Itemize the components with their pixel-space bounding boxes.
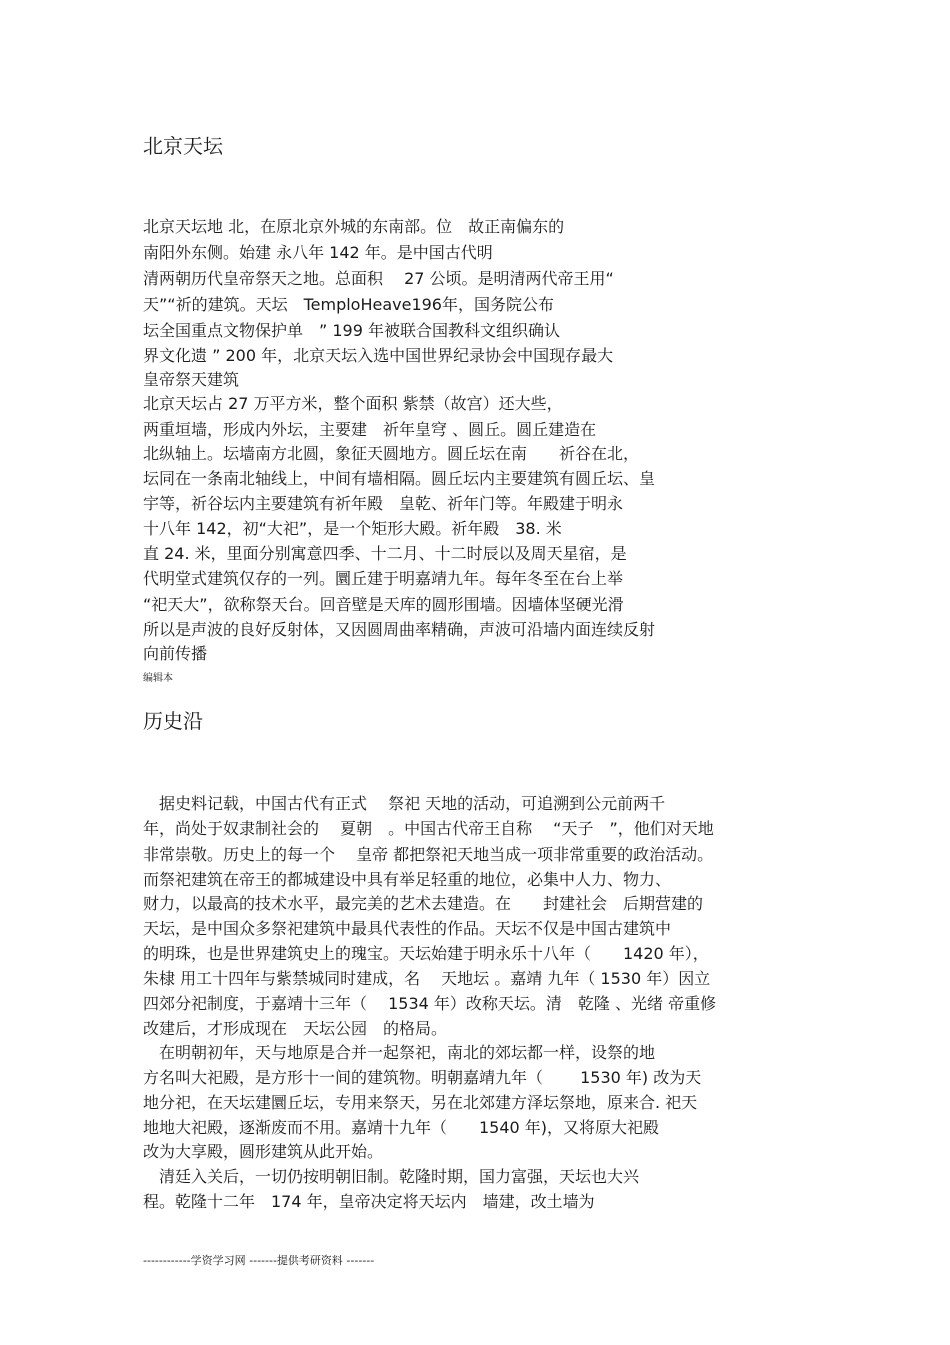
paragraph-line: 方名叫大祀殿，是方形十一间的建筑物。明朝嘉靖九年（ 1530 年) 改为天 (143, 1068, 702, 1087)
paragraph-line: 代明堂式建筑仅存的一列。圜丘建于明嘉靖九年。每年冬至在台上举 (143, 569, 624, 588)
paragraph-line: 坛同在一条南北轴线上，中间有墙相隔。圆丘坛内主要建筑有圆丘坛、皇 (143, 469, 656, 488)
paragraph-line: 程。乾隆十二年 174 年，皇帝决定将天坛内 墙建，改土墙为 (143, 1192, 595, 1211)
paragraph-line: “祀天大”，欲称祭天台。回音壁是天库的圆形围墙。因墙体坚硬光滑 (143, 595, 624, 614)
paragraph-line: 坛全国重点文物保护单 ” 199 年被联合国教科文组织确认 (143, 321, 561, 340)
paragraph-line: 地地大祀殿，逐渐废而不用。嘉靖十九年（ 1540 年)，又将原大祀殿 (143, 1118, 660, 1137)
edit-note: 编辑本 (143, 673, 173, 684)
paragraph-line: 清廷入关后，一切仍按明朝旧制。乾隆时期，国力富强，天坛也大兴 (143, 1167, 640, 1186)
paragraph-line: 所以是声波的良好反射体，又因圆周曲率精确，声波可沿墙内面连续反射 (143, 620, 656, 639)
paragraph-line: 改为大享殿，圆形建筑从此开始。 (143, 1142, 384, 1161)
paragraph-line: 宇等，祈谷坛内主要建筑有祈年殿 皇乾、祈年门等。年殿建于明永 (143, 494, 624, 513)
paragraph-line: 清两朝历代皇帝祭天之地。总面积 27 公顷。是明清两代帝王用“ (143, 269, 614, 288)
paragraph-line: 界文化遗 ” 200 年，北京天坛入选中国世界纪录协会中国现存最大 (143, 346, 614, 365)
paragraph-line: 天坛，是中国众多祭祀建筑中最具代表性的作品。天坛不仅是中国古建筑中 (143, 919, 672, 938)
paragraph-line: 而祭祀建筑在帝王的都城建设中具有举足轻重的地位，必集中人力、物力、 (143, 870, 672, 889)
paragraph-line: 北京天坛地 北，在原北京外城的东南部。位 故正南偏东的 (143, 217, 565, 236)
paragraph-line: 改建后，才形成现在 天坛公园 的格局。 (143, 1019, 448, 1038)
paragraph-line: 朱棣 用工十四年与紫禁城同时建成，名 天地坛 。嘉靖 九年（ 1530 年）因立 (143, 969, 711, 988)
section2-title: 历史沿 (143, 709, 203, 733)
paragraph-line: 直 24. 米，里面分别寓意四季、十二月、十二时辰以及周天星宿，是 (143, 544, 627, 563)
paragraph-line: 年，尚处于奴隶制社会的 夏朝 。中国古代帝王自称 “天子 ”，他们对天地 (143, 819, 714, 838)
paragraph-line: 据史料记载，中国古代有正式 祭祀 天地的活动，可追溯到公元前两千 (143, 794, 666, 813)
paragraph-line: 地分祀，在天坛建圜丘坛，专用来祭天，另在北郊建方泽坛祭地，原来合. 祀天 (143, 1093, 698, 1112)
paragraph-line: 两重垣墙，形成内外坛，主要建 祈年皇穹 、圆丘。圆丘建造在 (143, 420, 597, 439)
paragraph-line: 南阳外东侧。始建 永八年 142 年。是中国古代明 (143, 243, 493, 262)
page-footer: ------------学资学习网 -------提供考研资料 ------- (143, 1254, 375, 1267)
paragraph-line: 在明朝初年，天与地原是合并一起祭祀，南北的郊坛都一样，设祭的地 (143, 1043, 656, 1062)
paragraph-line: 财力，以最高的技术水平，最完美的艺术去建造。在 封建社会 后期营建的 (143, 894, 704, 913)
paragraph-line: 北京天坛占 27 万平方米，整个面积 紫禁（故宫）还大些， (143, 394, 563, 413)
paragraph-line: 四郊分祀制度，于嘉靖十三年（ 1534 年）改称天坛。清 乾隆 、光绪 帝重修 (143, 994, 717, 1013)
paragraph-line: 的明珠，也是世界建筑史上的瑰宝。天坛始建于明永乐十八年（ 1420 年）， (143, 944, 709, 963)
paragraph-line: 北纵轴上。坛墙南方北圆，象征天圆地方。圆丘坛在南 祈谷在北， (143, 444, 640, 463)
page-title: 北京天坛 (143, 134, 223, 158)
paragraph-line: 向前传播 (143, 644, 208, 663)
paragraph-line: 非常崇敬。历史上的每一个 皇帝 都把祭祀天地当成一项非常重要的政治活动。 (143, 845, 714, 864)
paragraph-line: 十八年 142，初“大祀”，是一个矩形大殿。祈年殿 38. 米 (143, 519, 562, 538)
paragraph-line: 皇帝祭天建筑 (143, 370, 240, 389)
paragraph-line: 天”“祈的建筑。天坛 TemploHeave196年，国务院公布 (143, 295, 554, 314)
